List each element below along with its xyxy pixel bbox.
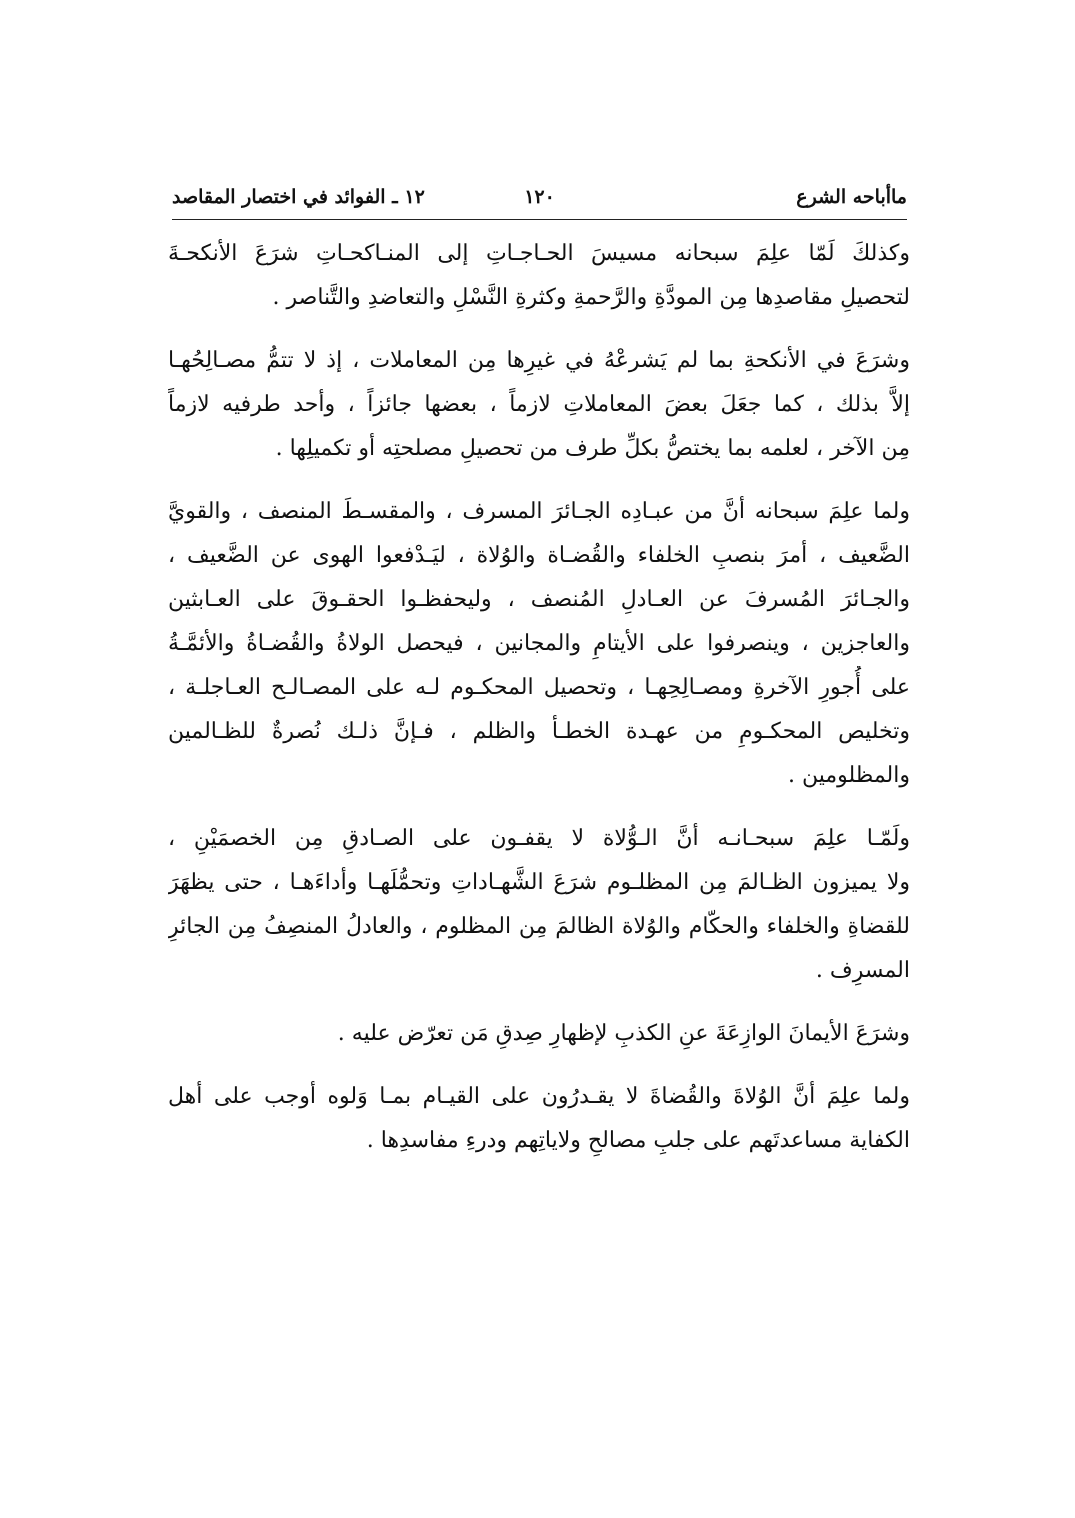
paragraph-1	[168, 232, 910, 320]
page-number: ١٢٠	[524, 186, 555, 208]
text-line: وكذلكَ لَمّا علِمَ سبحانه مسيسَ الحـاجـاتِ إلى المنـاكحـاتِ شرَعَ الأنكحـةَ	[168, 241, 910, 266]
text-line: وشرَعَ في الأنكحةِ بما لم يَشرعْهُ في غيرِها مِن المعاملات ، إذ لا تتمُّ مصـالِحُهـا	[168, 348, 910, 373]
text-line: وشرَعَ الأيمانَ الوازِعَةَ عنِ الكذبِ لإظهارِ صِدقِ مَن تعرّض عليه .	[337, 1021, 910, 1046]
text-line: على أُجورِ الآخرةِ ومصـالِحِهـا ، وتحصيل المحكـوم لـه على المصـالـح العـاجلـة ،	[168, 675, 910, 700]
paragraph-5	[168, 1012, 910, 1056]
text-line: ولَمّـا علِمَ سبحـانـه أنَّ الـوُّلاة لا يقفـون على الصـادقِ مِن الخصمَيْنِ ،	[168, 826, 910, 851]
paragraph-4	[168, 817, 910, 993]
text-line: ولا يميزون الظـالمَ مِن المظلـوم شرَعَ الشَّهـاداتِ وتحمُّلَهـا وأداءَهـا ، حتى يظهَرَ	[168, 870, 910, 895]
paragraph-2	[168, 339, 910, 471]
text-line: والعاجزين ، وينصرفوا على الأيتامِ والمجانين ، فيحصل الولاةُ والقُضـاةُ والأئمَّـةُ	[168, 631, 910, 656]
text-line: وتخليص المحكـومِ من عهـدة الخطـأ والظلم ، فـإنَّ ذلـك نُصرةٌ للظـالمين	[168, 719, 910, 744]
text-line: مِن الآخر ، لعلمه بما يختصُّ بكلِّ طرف من تحصيلِ مصلحتِه أو تكميلِها .	[275, 436, 910, 461]
text-line: ولما علِمَ سبحانه أنَّ من عبـادِه الجـائرَ المسرف ، والمقسـطَ المنصف ، والقويَّ	[168, 499, 910, 524]
header-chapter-title: ماأباحه الشرع	[796, 186, 907, 208]
paragraph-6	[168, 1075, 910, 1163]
text-line: والمظلومين .	[787, 763, 910, 788]
text-line: المسرِف .	[815, 958, 910, 983]
text-line: والجـائرَ المُسرفَ عن العـادلِ المُنصف ، وليحفظـوا الحقـوقَ على العـابثين	[168, 587, 910, 612]
paragraph-3	[168, 490, 910, 798]
text-line: ولما علِمَ أنَّ الوُلاةَ والقُضاةَ لا يقـدرُون على القيـام بمـا وَلوه أوجب على أهل	[168, 1084, 910, 1109]
text-line: للقضاةِ والخلفاء والحكّام والوُلاة الظالمَ مِن المظلوم ، والعادلُ المنصِفُ مِن الجائرِ	[168, 914, 910, 939]
header-book-title: ١٢ ـ الفوائد في اختصار المقاصد	[172, 186, 425, 208]
header-rule	[172, 219, 907, 220]
body-text	[168, 232, 910, 1163]
text-line: إلاَّ بذلك ، كما جعَلَ بعضَ المعاملاتِ لازماً ، بعضها جائزاً ، وأحد طرفيه لازماً	[168, 392, 910, 417]
text-line: لتحصيلِ مقاصدِها مِن المودَّةِ والرَّحمةِ وكثرةِ النَّسْلِ والتعاضدِ والتَّناصر .	[272, 285, 910, 310]
running-header	[172, 186, 907, 220]
text-line: الضَّعيف ، أمرَ بنصبِ الخلفاء والقُضـاة والوُلاة ، ليَـدْفعوا الهوى عن الضَّعيف ،	[168, 543, 910, 568]
text-line: الكفاية مساعدتَهم على جلبِ مصالحِ ولاياتِهم ودرءِ مفاسدِها .	[366, 1128, 910, 1153]
